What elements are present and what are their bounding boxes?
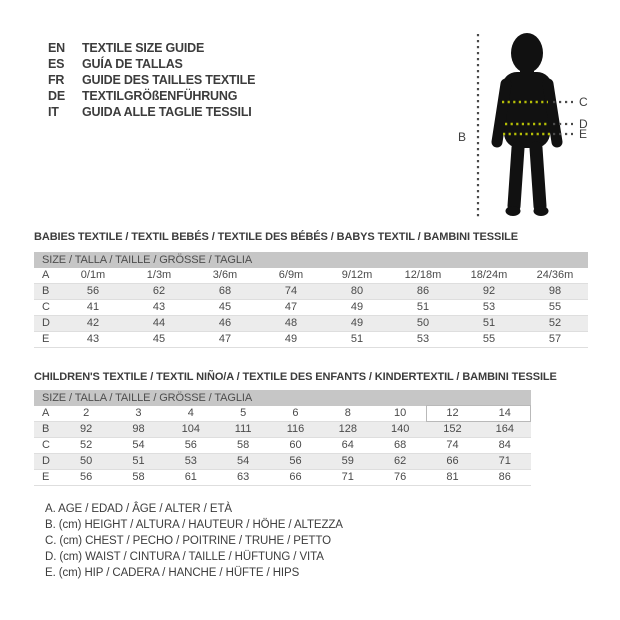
table-row-A xyxy=(34,268,588,284)
cell: 92 xyxy=(80,423,93,435)
cell: 61 xyxy=(184,471,197,483)
cell: 3 xyxy=(135,407,142,419)
cell: 66 xyxy=(289,471,302,483)
cell: 49 xyxy=(284,333,298,345)
table-row-D xyxy=(34,454,531,470)
cell: 63 xyxy=(237,471,250,483)
babies-table-header xyxy=(34,252,588,268)
children-table xyxy=(34,390,531,486)
cell: 104 xyxy=(181,423,200,435)
cell: 8 xyxy=(344,407,351,419)
cell: 98 xyxy=(132,423,145,435)
language-item xyxy=(48,56,255,72)
cell: 59 xyxy=(341,455,354,467)
cell: 53 xyxy=(482,301,496,313)
cell: 49 xyxy=(350,317,364,329)
babies-table-body xyxy=(34,268,588,348)
babies-table xyxy=(34,252,588,348)
children-section-title: CHILDREN'S TEXTILE / TEXTIL NIÑO/A / TEXTILE DES ENFANTS / KINDERTEXTIL / BAMBINI TESSILE xyxy=(34,371,557,383)
language-label: GUIDE DES TAILLES TEXTILE xyxy=(82,73,256,87)
cell: 98 xyxy=(548,285,562,297)
cell: 46 xyxy=(218,317,232,329)
cell: 62 xyxy=(394,455,407,467)
table-row-B xyxy=(34,284,588,300)
cell: 41 xyxy=(86,301,100,313)
cell: 74 xyxy=(446,439,459,451)
cell: 152 xyxy=(443,423,462,435)
cell: 140 xyxy=(390,423,410,435)
language-item xyxy=(48,40,255,56)
legend-item: C. (cm) CHEST / PECHO / POITRINE / TRUHE / PETTO xyxy=(45,535,331,547)
language-code: EN xyxy=(48,41,65,55)
cell: 51 xyxy=(416,301,430,313)
language-code: FR xyxy=(48,73,65,87)
cell: 54 xyxy=(237,455,250,467)
cell: 56 xyxy=(86,285,100,297)
cell: 53 xyxy=(416,333,430,345)
language-item xyxy=(48,72,255,88)
children-table-body xyxy=(34,406,531,486)
cell: 24/36m xyxy=(536,269,574,281)
cell: 54 xyxy=(132,439,145,451)
table-row-B xyxy=(34,422,531,438)
babies-table-header-label: SIZE / TALLA / TAILLE / GRÖSSE / TAGLIA xyxy=(42,254,253,266)
cell: 12 xyxy=(446,407,459,419)
legend-list xyxy=(45,501,343,581)
cell: 86 xyxy=(416,285,430,297)
cell: 60 xyxy=(289,439,302,451)
cell: 56 xyxy=(184,439,197,451)
row-label: E xyxy=(42,333,50,345)
children-table-header-label: SIZE / TALLA / TAILLE / GRÖSSE / TAGLIA xyxy=(42,392,253,404)
row-label: D xyxy=(42,455,50,467)
cell: 14 xyxy=(498,407,511,419)
cell: 1/3m xyxy=(146,269,172,281)
height-label: B xyxy=(458,130,467,144)
row-label: A xyxy=(42,269,50,281)
cell: 56 xyxy=(80,471,93,483)
children-table-header xyxy=(34,390,531,406)
table-row-D xyxy=(34,316,588,332)
cell: 43 xyxy=(152,301,166,313)
cell: 47 xyxy=(284,301,298,313)
table-row-E xyxy=(34,332,588,348)
cell: 57 xyxy=(548,333,562,345)
cell: 58 xyxy=(237,439,250,451)
chest-label: C xyxy=(579,95,588,109)
language-list xyxy=(48,40,255,120)
cell: 5 xyxy=(240,407,247,419)
cell: 43 xyxy=(86,333,100,345)
language-label: GUIDA ALLE TAGLIE TESSILI xyxy=(82,105,252,119)
cell: 66 xyxy=(446,455,459,467)
cell: 84 xyxy=(498,439,511,451)
cell: 18/24m xyxy=(470,269,508,281)
legend-item: A. AGE / EDAD / ÂGE / ALTER / ETÀ xyxy=(45,503,232,515)
cell: 52 xyxy=(80,439,93,451)
cell: 51 xyxy=(132,455,145,467)
cell: 3/6m xyxy=(212,269,238,281)
cell: 55 xyxy=(482,333,496,345)
cell: 74 xyxy=(284,285,298,297)
cell: 92 xyxy=(482,285,496,297)
cell: 45 xyxy=(152,333,166,345)
cell: 52 xyxy=(548,317,562,329)
cell: 45 xyxy=(218,301,232,313)
cell: 81 xyxy=(446,471,459,483)
cell: 50 xyxy=(80,455,93,467)
cell: 58 xyxy=(132,471,145,483)
cell: 12/18m xyxy=(404,269,442,281)
cell: 128 xyxy=(338,423,357,435)
cell: 51 xyxy=(482,317,496,329)
cell: 80 xyxy=(350,285,364,297)
legend-item: E. (cm) HIP / CADERA / HANCHE / HÜFTE / HIPS xyxy=(45,567,300,579)
cell: 53 xyxy=(184,455,197,467)
cell: 42 xyxy=(86,317,100,329)
child-silhouette-diagram xyxy=(440,20,600,225)
row-label: A xyxy=(42,407,50,419)
language-label: GUÍA DE TALLAS xyxy=(82,57,183,71)
cell: 116 xyxy=(286,423,305,435)
cell: 55 xyxy=(548,301,562,313)
cell: 76 xyxy=(394,471,407,483)
cell: 4 xyxy=(187,407,194,419)
cell: 10 xyxy=(394,407,407,419)
row-label: E xyxy=(42,471,50,483)
cell: 164 xyxy=(495,423,514,435)
row-label: B xyxy=(42,285,50,297)
table-row-E xyxy=(34,470,531,486)
language-item xyxy=(48,104,255,120)
babies-section-title: BABIES TEXTILE / TEXTIL BEBÉS / TEXTILE DES BÉBÉS / BABYS TEXTIL / BAMBINI TESSILE xyxy=(34,231,519,243)
language-item xyxy=(48,88,255,104)
table-row-A xyxy=(34,406,531,422)
cell: 68 xyxy=(218,285,232,297)
hip-label: E xyxy=(579,127,588,141)
cell: 47 xyxy=(218,333,232,345)
cell: 9/12m xyxy=(341,269,373,281)
cell: 62 xyxy=(152,285,166,297)
table-row-C xyxy=(34,300,588,316)
size-figure xyxy=(440,20,600,230)
waist-label: D xyxy=(579,117,588,131)
cell: 49 xyxy=(350,301,364,313)
cell: 0/1m xyxy=(80,269,106,281)
row-label: B xyxy=(42,423,50,435)
language-code: IT xyxy=(48,105,59,119)
cell: 2 xyxy=(83,407,90,419)
cell: 48 xyxy=(284,317,298,329)
language-code: DE xyxy=(48,89,65,103)
cell: 44 xyxy=(152,317,166,329)
cell: 64 xyxy=(341,439,354,451)
cell: 6 xyxy=(292,407,299,419)
row-label: C xyxy=(42,301,50,313)
cell: 71 xyxy=(341,471,354,483)
cell: 56 xyxy=(289,455,302,467)
cell: 71 xyxy=(498,455,511,467)
cell: 51 xyxy=(350,333,364,345)
legend-item: D. (cm) WAIST / CINTURA / TAILLE / HÜFTUNG / VITA xyxy=(45,551,324,563)
cell: 111 xyxy=(234,423,252,435)
legend-item: B. (cm) HEIGHT / ALTURA / HAUTEUR / HÖHE / ALTEZZA xyxy=(45,519,343,531)
row-label: C xyxy=(42,439,50,451)
cell: 68 xyxy=(394,439,407,451)
table-row-C xyxy=(34,438,531,454)
language-label: TEXTILGRÖßENFÜHRUNG xyxy=(82,89,238,103)
language-code: ES xyxy=(48,57,65,71)
cell: 86 xyxy=(498,471,511,483)
language-label: TEXTILE SIZE GUIDE xyxy=(82,41,205,55)
cell: 6/9m xyxy=(278,269,304,281)
cell: 50 xyxy=(416,317,430,329)
row-label: D xyxy=(42,317,50,329)
